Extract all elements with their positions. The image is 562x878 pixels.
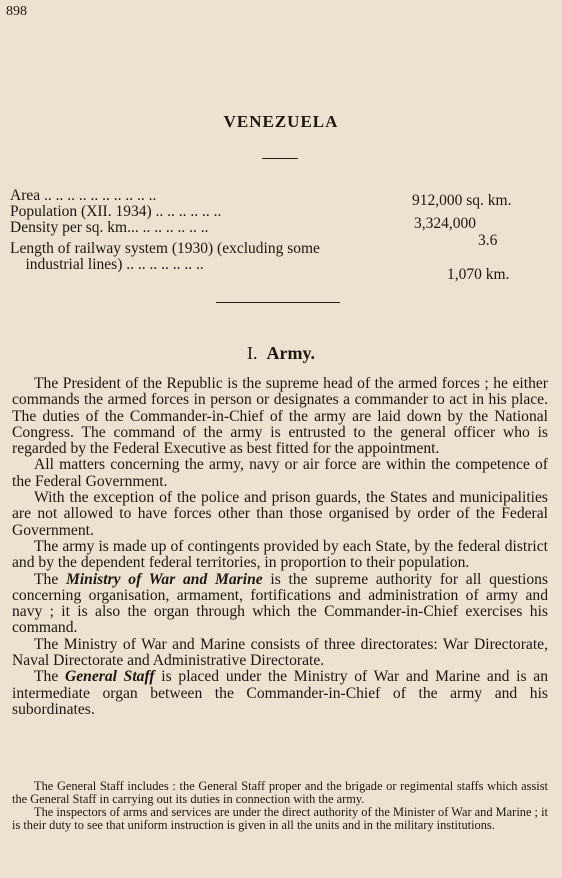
article-body — [12, 376, 548, 718]
emphasis-term: Ministry of War and Marine — [65, 570, 263, 588]
stat-label: Area .. .. .. .. .. .. .. .. .. .. — [10, 187, 157, 204]
page-number: 898 — [6, 4, 27, 19]
stat-label: Population (XII. 1934) .. .. .. .. .. .. — [10, 203, 222, 220]
paragraph: With the exception of the police and prison guards, the States and municipalities are not allowed to have forces other than those organised by order of the Federal Government. — [12, 489, 548, 539]
paragraph: All matters concerning the army, navy or air force are within the competence of the Federal Government. — [12, 456, 548, 490]
paragraph: The army is made up of contingents provided by each State, by the federal district and by the dependent federal territories, in proportion to their population. — [12, 537, 548, 572]
paragraph-text: The — [34, 570, 66, 588]
section-title: Army. — [266, 343, 315, 363]
emphasis-term: General Staff — [64, 668, 155, 686]
stat-value: 3.6 — [478, 232, 498, 249]
paragraph: The Ministry of War and Marine consists of three directorates: War Directorate, Naval Directorate and Administrative Directorate. — [12, 635, 548, 670]
paragraph-text: The — [34, 668, 65, 686]
note-paragraph: The General Staff includes : the General Staff proper and the brigade or regimental staffs which assist the General Staff in carrying out its duties in connection with the army. — [12, 779, 548, 806]
note-paragraph: The inspectors of arms and services are under the direct authority of the Minister of War and Marine ; it is their duty to see that uniform instruction is given in all the units and in the military institutions. — [12, 805, 548, 832]
stat-value: 1,070 km. — [447, 266, 510, 283]
section-number: I. — [247, 343, 258, 363]
paragraph-text: is placed under the Ministry of War and Marine and is an intermediate organ between the Commander-in-Chief of the army and his subordinates. — [12, 668, 548, 718]
paragraph: The President of the Republic is the supreme head of the armed forces ; he either commands the armed forces in person or designates a commander to act in his place. The duties of the Commander-in-Chief of the army are laid down by the National Congress. The command of the army is entrusted to the general officer who is regarded by the Federal Executive as best fitted for the appointment. — [12, 375, 548, 458]
stats-divider — [216, 302, 340, 303]
section-heading — [0, 343, 562, 364]
paragraph — [12, 669, 548, 718]
heading-divider — [262, 158, 298, 159]
stat-label: Length of railway system (1930) (excluding some — [10, 240, 320, 257]
country-heading: VENEZUELA — [223, 112, 339, 131]
paragraph-text: is the supreme authority for all questions concerning organisation, armament, fortifications and administration of army and navy ; it is also the organ through which the Commander-in-Chief exercises his command. — [12, 570, 548, 637]
stat-label: industrial lines) .. .. .. .. .. .. .. — [10, 256, 204, 273]
stat-value: 912,000 sq. km. — [412, 192, 512, 209]
stat-label: Density per sq. km... .. .. .. .. .. .. — [10, 219, 209, 236]
stat-value: 3,324,000 — [414, 215, 476, 232]
paragraph — [12, 572, 548, 637]
small-print-notes — [12, 780, 548, 832]
